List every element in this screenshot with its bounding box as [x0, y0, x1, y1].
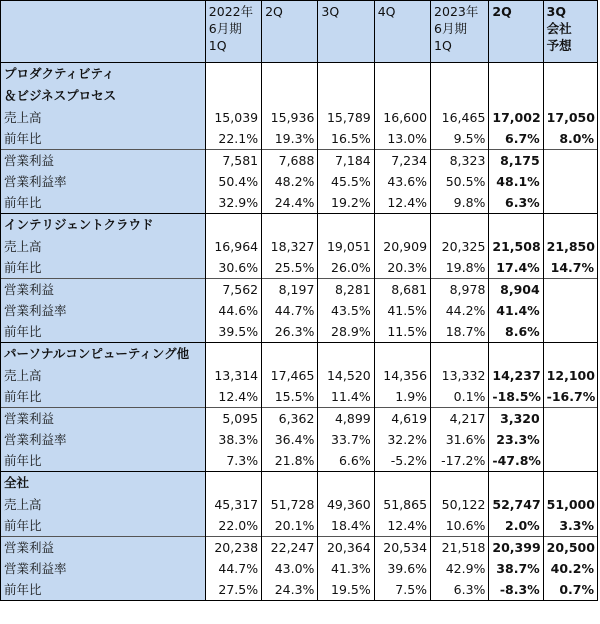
empty-cell — [262, 472, 318, 495]
empty-cell — [205, 472, 261, 495]
value-cell — [543, 192, 597, 214]
value-cell: 50,122 — [431, 494, 489, 515]
empty-cell — [489, 214, 543, 237]
empty-cell — [431, 214, 489, 237]
value-cell: 8,175 — [489, 150, 543, 172]
row-label: 営業利益率 — [1, 300, 206, 321]
value-cell: 26.0% — [318, 257, 374, 279]
table-row — [1, 408, 598, 430]
row-label: 前年比 — [1, 386, 206, 408]
value-cell: 1.9% — [374, 386, 430, 408]
value-cell: 18.7% — [431, 321, 489, 343]
section-title: プロダクティビティ ＆ビジネスプロセス — [1, 63, 206, 108]
value-cell: 41.3% — [318, 558, 374, 579]
value-cell: 12.4% — [374, 515, 430, 537]
value-cell: 9.5% — [431, 128, 489, 150]
value-cell: 8.0% — [543, 128, 597, 150]
value-cell: 43.5% — [318, 300, 374, 321]
header-2022-1q: 2022年 6月期 1Q — [205, 1, 261, 63]
table-row — [1, 365, 598, 386]
value-cell: 5,095 — [205, 408, 261, 430]
value-cell: 44.7% — [205, 558, 261, 579]
value-cell: 15,039 — [205, 107, 261, 128]
value-cell: 21,850 — [543, 236, 597, 257]
empty-cell — [374, 343, 430, 366]
value-cell: 16.5% — [318, 128, 374, 150]
empty-cell — [543, 343, 597, 366]
table-row — [1, 279, 598, 301]
row-label: 営業利益率 — [1, 171, 206, 192]
empty-cell — [374, 472, 430, 495]
empty-cell — [318, 63, 374, 108]
value-cell: 20.1% — [262, 515, 318, 537]
value-cell: 0.1% — [431, 386, 489, 408]
value-cell: 8,904 — [489, 279, 543, 301]
table-row — [1, 429, 598, 450]
value-cell: 41.5% — [374, 300, 430, 321]
value-cell: -5.2% — [374, 450, 430, 472]
header-4q: 4Q — [374, 1, 430, 63]
value-cell: 6.6% — [318, 450, 374, 472]
table-row — [1, 257, 598, 279]
value-cell: 31.6% — [431, 429, 489, 450]
value-cell: 20,238 — [205, 537, 261, 559]
table-row — [1, 386, 598, 408]
value-cell: 20,500 — [543, 537, 597, 559]
empty-cell — [489, 472, 543, 495]
section-title: パーソナルコンピューティング他 — [1, 343, 206, 366]
header-row — [1, 1, 598, 63]
value-cell — [543, 408, 597, 430]
table-body — [1, 1, 598, 601]
empty-cell — [318, 343, 374, 366]
row-label: 営業利益 — [1, 279, 206, 301]
table-row — [1, 236, 598, 257]
empty-cell — [205, 63, 261, 108]
value-cell: 18.4% — [318, 515, 374, 537]
value-cell: 17,002 — [489, 107, 543, 128]
value-cell: 49,360 — [318, 494, 374, 515]
header-2q: 2Q — [262, 1, 318, 63]
empty-cell — [262, 63, 318, 108]
value-cell: 4,217 — [431, 408, 489, 430]
section-title-row — [1, 63, 598, 108]
table-row — [1, 300, 598, 321]
value-cell: 7.3% — [205, 450, 261, 472]
value-cell: 16,964 — [205, 236, 261, 257]
value-cell: 24.4% — [262, 192, 318, 214]
value-cell: 13.0% — [374, 128, 430, 150]
section-title-row — [1, 343, 598, 366]
value-cell: 19.8% — [431, 257, 489, 279]
value-cell: 20.3% — [374, 257, 430, 279]
empty-cell — [262, 214, 318, 237]
value-cell: 18,327 — [262, 236, 318, 257]
empty-cell — [374, 214, 430, 237]
value-cell: 7,184 — [318, 150, 374, 172]
empty-cell — [543, 472, 597, 495]
value-cell: 3.3% — [543, 515, 597, 537]
row-label: 前年比 — [1, 450, 206, 472]
value-cell: 14,237 — [489, 365, 543, 386]
value-cell: 8,323 — [431, 150, 489, 172]
value-cell: 6.7% — [489, 128, 543, 150]
value-cell: 7,234 — [374, 150, 430, 172]
value-cell: 14.7% — [543, 257, 597, 279]
value-cell: 39.6% — [374, 558, 430, 579]
value-cell: 11.5% — [374, 321, 430, 343]
value-cell: 22,247 — [262, 537, 318, 559]
value-cell: 45.5% — [318, 171, 374, 192]
value-cell: 3,320 — [489, 408, 543, 430]
section-title-row — [1, 472, 598, 495]
value-cell: 20,364 — [318, 537, 374, 559]
table-row — [1, 537, 598, 559]
value-cell: 19.5% — [318, 579, 374, 601]
value-cell: 44.7% — [262, 300, 318, 321]
value-cell: 15,936 — [262, 107, 318, 128]
table-row — [1, 321, 598, 343]
value-cell: 12.4% — [205, 386, 261, 408]
value-cell: 25.5% — [262, 257, 318, 279]
value-cell: 9.8% — [431, 192, 489, 214]
value-cell: 14,356 — [374, 365, 430, 386]
row-label: 売上高 — [1, 494, 206, 515]
value-cell: 24.3% — [262, 579, 318, 601]
value-cell: -17.2% — [431, 450, 489, 472]
empty-cell — [543, 214, 597, 237]
row-label: 前年比 — [1, 192, 206, 214]
empty-cell — [431, 472, 489, 495]
value-cell — [543, 279, 597, 301]
row-label: 前年比 — [1, 321, 206, 343]
value-cell: 2.0% — [489, 515, 543, 537]
value-cell: -16.7% — [543, 386, 597, 408]
empty-cell — [489, 63, 543, 108]
value-cell: 12.4% — [374, 192, 430, 214]
value-cell: -47.8% — [489, 450, 543, 472]
value-cell: 52,747 — [489, 494, 543, 515]
value-cell: 16,600 — [374, 107, 430, 128]
value-cell — [543, 171, 597, 192]
value-cell: 19.2% — [318, 192, 374, 214]
value-cell: 48.1% — [489, 171, 543, 192]
header-2023-1q: 2023年 6月期 1Q — [431, 1, 489, 63]
value-cell: 4,899 — [318, 408, 374, 430]
value-cell — [543, 321, 597, 343]
value-cell: 44.2% — [431, 300, 489, 321]
value-cell: 40.2% — [543, 558, 597, 579]
value-cell: 26.3% — [262, 321, 318, 343]
row-label: 営業利益率 — [1, 558, 206, 579]
value-cell: 42.9% — [431, 558, 489, 579]
value-cell: 10.6% — [431, 515, 489, 537]
value-cell: 28.9% — [318, 321, 374, 343]
value-cell: 21,518 — [431, 537, 489, 559]
value-cell — [543, 300, 597, 321]
value-cell: 7.5% — [374, 579, 430, 601]
value-cell: 33.7% — [318, 429, 374, 450]
table-row — [1, 494, 598, 515]
header-forecast: 3Q 会社 予想 — [543, 1, 597, 63]
header-2023-2q: 2Q — [489, 1, 543, 63]
value-cell: 19,051 — [318, 236, 374, 257]
value-cell: 8,281 — [318, 279, 374, 301]
row-label: 前年比 — [1, 515, 206, 537]
row-label: 営業利益 — [1, 150, 206, 172]
row-label: 売上高 — [1, 107, 206, 128]
value-cell — [543, 429, 597, 450]
value-cell — [543, 150, 597, 172]
value-cell: 20,534 — [374, 537, 430, 559]
empty-cell — [431, 343, 489, 366]
value-cell: 6.3% — [431, 579, 489, 601]
value-cell: -18.5% — [489, 386, 543, 408]
empty-cell — [543, 63, 597, 108]
empty-cell — [318, 472, 374, 495]
row-label: 前年比 — [1, 128, 206, 150]
table-row — [1, 579, 598, 601]
value-cell: 41.4% — [489, 300, 543, 321]
table-row — [1, 515, 598, 537]
value-cell: 36.4% — [262, 429, 318, 450]
value-cell: 19.3% — [262, 128, 318, 150]
value-cell: 20,909 — [374, 236, 430, 257]
row-label: 営業利益 — [1, 408, 206, 430]
value-cell: 21.8% — [262, 450, 318, 472]
section-title: 全社 — [1, 472, 206, 495]
section-title-row — [1, 214, 598, 237]
table-row — [1, 150, 598, 172]
header-corner — [1, 1, 206, 63]
value-cell: 50.5% — [431, 171, 489, 192]
value-cell: 23.3% — [489, 429, 543, 450]
row-label: 売上高 — [1, 236, 206, 257]
value-cell: 11.4% — [318, 386, 374, 408]
table-row — [1, 171, 598, 192]
empty-cell — [205, 214, 261, 237]
value-cell: 6.3% — [489, 192, 543, 214]
value-cell: 7,581 — [205, 150, 261, 172]
header-3q: 3Q — [318, 1, 374, 63]
value-cell: 17,465 — [262, 365, 318, 386]
value-cell: 12,100 — [543, 365, 597, 386]
value-cell: -8.3% — [489, 579, 543, 601]
value-cell: 43.6% — [374, 171, 430, 192]
value-cell: 17.4% — [489, 257, 543, 279]
value-cell: 32.2% — [374, 429, 430, 450]
row-label: 前年比 — [1, 579, 206, 601]
value-cell: 21,508 — [489, 236, 543, 257]
value-cell: 51,728 — [262, 494, 318, 515]
value-cell: 15,789 — [318, 107, 374, 128]
row-label: 売上高 — [1, 365, 206, 386]
row-label: 営業利益 — [1, 537, 206, 559]
value-cell: 7,688 — [262, 150, 318, 172]
value-cell: 50.4% — [205, 171, 261, 192]
empty-cell — [262, 343, 318, 366]
value-cell: 6,362 — [262, 408, 318, 430]
value-cell: 16,465 — [431, 107, 489, 128]
value-cell: 13,314 — [205, 365, 261, 386]
value-cell: 51,000 — [543, 494, 597, 515]
value-cell: 4,619 — [374, 408, 430, 430]
value-cell: 27.5% — [205, 579, 261, 601]
table-row — [1, 192, 598, 214]
value-cell: 45,317 — [205, 494, 261, 515]
value-cell: 20,399 — [489, 537, 543, 559]
value-cell: 43.0% — [262, 558, 318, 579]
value-cell: 38.3% — [205, 429, 261, 450]
value-cell: 7,562 — [205, 279, 261, 301]
value-cell — [543, 450, 597, 472]
value-cell: 48.2% — [262, 171, 318, 192]
row-label: 前年比 — [1, 257, 206, 279]
table-row — [1, 107, 598, 128]
empty-cell — [374, 63, 430, 108]
value-cell: 8,681 — [374, 279, 430, 301]
table-row — [1, 128, 598, 150]
empty-cell — [489, 343, 543, 366]
value-cell: 38.7% — [489, 558, 543, 579]
table-row — [1, 558, 598, 579]
value-cell: 20,325 — [431, 236, 489, 257]
value-cell: 13,332 — [431, 365, 489, 386]
value-cell: 51,865 — [374, 494, 430, 515]
value-cell: 8,978 — [431, 279, 489, 301]
value-cell: 17,050 — [543, 107, 597, 128]
value-cell: 0.7% — [543, 579, 597, 601]
empty-cell — [431, 63, 489, 108]
value-cell: 8.6% — [489, 321, 543, 343]
table-row — [1, 450, 598, 472]
value-cell: 22.0% — [205, 515, 261, 537]
value-cell: 22.1% — [205, 128, 261, 150]
value-cell: 30.6% — [205, 257, 261, 279]
value-cell: 44.6% — [205, 300, 261, 321]
empty-cell — [318, 214, 374, 237]
section-title: インテリジェントクラウド — [1, 214, 206, 237]
value-cell: 8,197 — [262, 279, 318, 301]
value-cell: 15.5% — [262, 386, 318, 408]
value-cell: 14,520 — [318, 365, 374, 386]
value-cell: 32.9% — [205, 192, 261, 214]
value-cell: 39.5% — [205, 321, 261, 343]
row-label: 営業利益率 — [1, 429, 206, 450]
empty-cell — [205, 343, 261, 366]
